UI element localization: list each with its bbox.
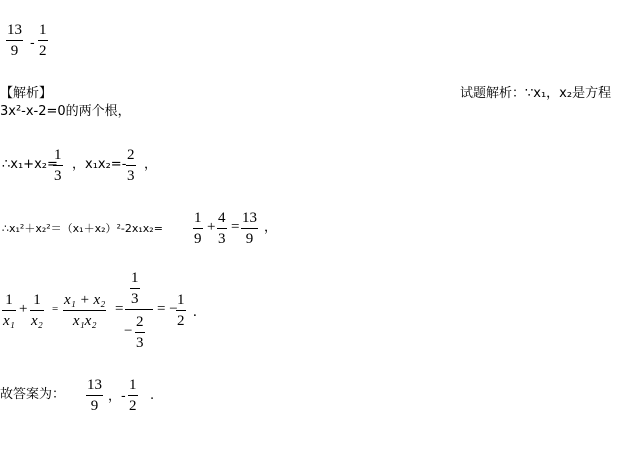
fraction-bar: [241, 228, 258, 229]
denominator: 2: [129, 398, 137, 414]
answer-fraction-1-2: [38, 22, 48, 59]
denominator: 3: [54, 168, 62, 184]
denominator: 9: [10, 43, 19, 59]
plus-sign: +: [19, 301, 28, 317]
reciprocal-x2: [30, 292, 44, 329]
negative-sign: −: [124, 323, 133, 339]
denominator: 9: [245, 231, 254, 247]
sum-roots-prefix: ∴x₁+x₂=: [2, 157, 58, 172]
numerator: 13: [7, 22, 22, 38]
numerator: 1: [131, 270, 139, 286]
product-roots-fraction: [126, 147, 136, 184]
denominator: x₁x₂: [72, 313, 97, 329]
fraction-bar: [176, 310, 186, 311]
answer-separator: -: [30, 36, 35, 51]
numerator: 13: [87, 377, 102, 393]
fraction-bar: [126, 165, 136, 166]
fraction-bar: [128, 395, 138, 396]
result-fraction-1-2: [176, 292, 186, 329]
main-fraction-bar: [125, 309, 153, 310]
final-fraction-13-9: [86, 377, 103, 414]
fraction-bar: [53, 165, 63, 166]
denominator: 9: [90, 398, 99, 414]
final-period: .: [150, 388, 155, 403]
numerator: 1: [194, 210, 202, 226]
numerator: 2: [127, 147, 135, 163]
denominator: x₁: [3, 313, 15, 329]
fraction-bar: [63, 310, 106, 311]
fraction-bar: [6, 40, 23, 41]
fraction-bar: [135, 332, 145, 333]
fraction-bar: [86, 395, 103, 396]
fraction-13-9: [241, 210, 258, 247]
denominator: 9: [194, 231, 202, 247]
fraction-bar: [193, 228, 203, 229]
final-separator: ，-: [108, 389, 126, 404]
denominator: 2: [39, 43, 47, 59]
numerator: 1: [33, 292, 41, 308]
fraction-bar: [130, 288, 140, 289]
final-fraction-1-2: [128, 377, 138, 414]
vieta-fraction: [63, 292, 106, 329]
denominator: 3: [218, 231, 226, 247]
answer-fraction-13-9: [6, 22, 23, 59]
fraction-bar: [217, 228, 227, 229]
numerator: 2: [136, 314, 144, 330]
fraction-1-9: [193, 210, 203, 247]
fraction-bar: [30, 310, 44, 311]
analysis-intro-text: 试题解析：∵x₁，x₂是方程: [460, 86, 612, 101]
numerator: 1: [177, 292, 185, 308]
complex-denominator-fraction: [135, 314, 145, 351]
plus-sign: +: [207, 219, 216, 235]
complex-numerator-fraction: [130, 270, 140, 307]
line5-period: .: [193, 304, 197, 320]
final-answer-label: 故答案为：: [0, 387, 66, 402]
line3-comma: ，: [144, 157, 158, 172]
equals-negative: = −: [157, 301, 178, 317]
denominator: 2: [177, 313, 185, 329]
fraction-bar: [38, 40, 48, 41]
sum-roots-fraction: [53, 147, 63, 184]
equals-sign: =: [115, 301, 124, 317]
denominator: 3: [127, 168, 135, 184]
equals-sign: =: [231, 219, 240, 235]
denominator: x₂: [31, 313, 43, 329]
numerator: 1: [5, 292, 13, 308]
numerator: 1: [129, 377, 137, 393]
fraction-bar: [2, 310, 16, 311]
numerator: 4: [218, 210, 226, 226]
product-roots-prefix: ，x₁x₂=-: [72, 157, 127, 172]
equals-sign: =: [52, 303, 59, 315]
numerator: 1: [54, 147, 62, 163]
numerator: x₁ + x₂: [64, 292, 106, 308]
denominator: 3: [131, 291, 139, 307]
denominator: 3: [136, 335, 144, 351]
analysis-heading: 【解析】: [0, 86, 53, 101]
numerator: 1: [39, 22, 47, 38]
numerator: 13: [242, 210, 257, 226]
fraction-4-3: [217, 210, 227, 247]
reciprocal-x1: [2, 292, 16, 329]
line4-comma: ，: [264, 220, 278, 235]
sum-squares-prefix: ∴x₁²＋x₂²＝（x₁＋x₂）²-2x₁x₂=: [2, 222, 163, 235]
equation-roots-line: 3x²-x-2=0的两个根，: [0, 104, 131, 119]
